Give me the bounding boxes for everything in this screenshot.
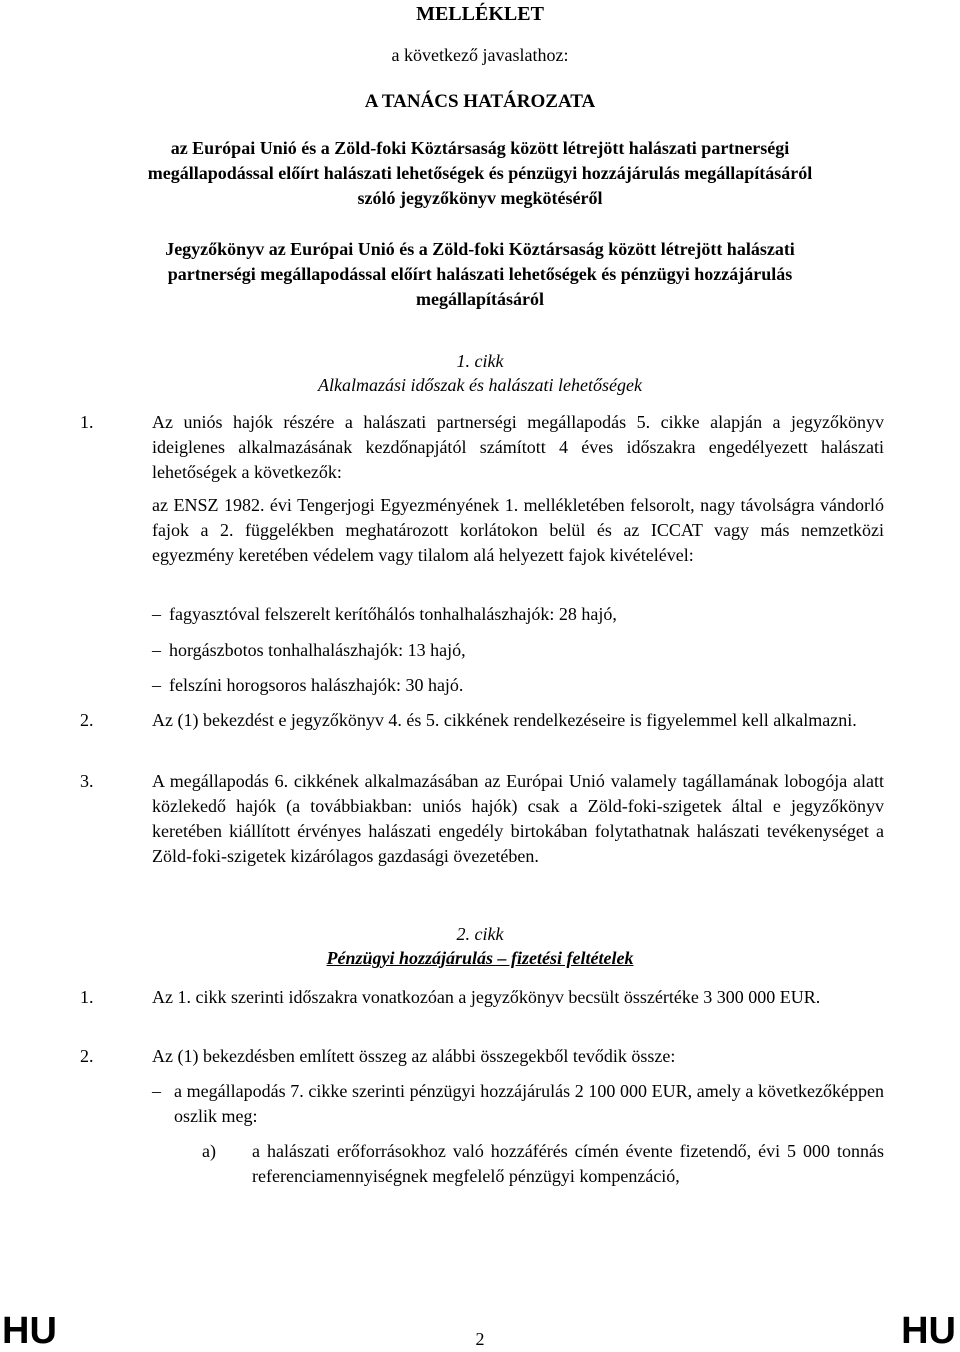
article-1-title: Alkalmazási időszak és halászati lehetőségek bbox=[318, 375, 642, 395]
article-1-paragraph-3-number: 3. bbox=[80, 771, 94, 791]
document-title: MELLÉKLET bbox=[416, 3, 544, 25]
sub-item-text: a halászati erőforrásokhoz való hozzáférés címén évente fizetendő, évi 5 000 tonnás referenciamennyiségnek megfelelő pénzügyi kompenzáció, bbox=[252, 1141, 884, 1186]
article-1-list-item-text: felszíni horogsoros halászhajók: 30 hajó. bbox=[169, 675, 464, 695]
decision-desc-line-2: megállapodással előírt halászati lehetőségek és pénzügyi hozzájárulás megállapításáról bbox=[147, 163, 813, 183]
article-1-paragraph-3: A megállapodás 6. cikkének alkalmazásában az Európai Unió valamely tagállamának lobogója alatt közlekedő hajók (a továbbiakban: uniós hajók) csak a Zöld-foki-szigetek által e jegyzőkönyv keretében kiállított érvényes halászati engedély birtokában folytathatnak halászati tevékenységet a Zöld-foki-szigetek kizárólagos gazdasági övezetében. bbox=[152, 771, 884, 866]
sub-item-label: a) bbox=[202, 1141, 216, 1161]
article-1-paragraph-1: Az uniós hajók részére a halászati partnerségi megállapodás 5. cikke alapján a jegyzőkönyv ideiglenes alkalmazásának kezdőnapjától számított 4 éves időszakra engedélyezett halászati lehetőségek a következők: bbox=[152, 412, 884, 482]
article-2-paragraph-1-number: 1. bbox=[80, 987, 94, 1007]
decision-title: A TANÁCS HATÁROZATA bbox=[364, 91, 596, 112]
dash-marker: – bbox=[152, 604, 161, 624]
article-1-list-item-text: fagyasztóval felszerelt kerítőhálós tonhalhalászhajók: 28 hajó, bbox=[169, 604, 617, 624]
article-1-paragraph-1-number: 1. bbox=[80, 412, 94, 432]
dash-marker: – bbox=[152, 1081, 161, 1101]
article-2-paragraph-2: Az (1) bekezdésben említett összeg az alábbi összegekből tevődik össze: bbox=[152, 1046, 676, 1066]
dash-marker: – bbox=[152, 640, 161, 660]
document-subtitle: a következő javaslathoz: bbox=[391, 45, 569, 65]
article-1-paragraph-1-sub: az ENSZ 1982. évi Tengerjogi Egyezményének 1. mellékletében felsorolt, nagy távolságra vándorló fajok a 2. függelékben meghatározott korlátokon belül és az ICCAT vagy más nemzetközi egyezmény keretében védelem vagy tilalom alá helyezett fajok kivételével: bbox=[152, 495, 884, 565]
protocol-title-line-3: megállapításáról bbox=[416, 289, 544, 309]
article-2-paragraph-1: Az 1. cikk szerinti időszakra vonatkozóan a jegyzőkönyv becsült összértéke 3 300 000 EUR. bbox=[152, 987, 821, 1007]
article-1-paragraph-2-number: 2. bbox=[80, 710, 94, 730]
decision-description bbox=[0, 136, 960, 211]
protocol-title-line-1: Jegyzőkönyv az Európai Unió és a Zöld-foki Köztársaság között létrejött halászati bbox=[165, 239, 795, 259]
decision-desc-line-1: az Európai Unió és a Zöld-foki Köztársaság között létrejött halászati partnerségi bbox=[170, 138, 790, 158]
article-1-list-item-text: horgászbotos tonhalhalászhajók: 13 hajó, bbox=[169, 640, 466, 660]
decision-desc-line-3: szóló jegyzőkönyv megkötéséről bbox=[357, 188, 603, 208]
protocol-title-line-2: partnerségi megállapodással előírt halászati lehetőségek és pénzügyi hozzájárulás bbox=[167, 264, 793, 284]
article-2-number: 2. cikk bbox=[456, 924, 504, 944]
article-1-paragraph-2: Az (1) bekezdést e jegyzőkönyv 4. és 5. cikkének rendelkezéseire is figyelemmel kell alkalmazni. bbox=[152, 710, 857, 730]
language-code-left: HU bbox=[2, 1310, 57, 1352]
dash-marker: – bbox=[152, 675, 161, 695]
article-2-title: Pénzügyi hozzájárulás – fizetési feltételek bbox=[326, 948, 634, 968]
article-2-dash-item-text: a megállapodás 7. cikke szerinti pénzügyi hozzájárulás 2 100 000 EUR, amely a következőképpen oszlik meg: bbox=[174, 1081, 884, 1126]
language-code-right: HU bbox=[901, 1310, 956, 1352]
protocol-title bbox=[0, 237, 960, 312]
page-number: 2 bbox=[475, 1329, 485, 1349]
article-2-paragraph-2-number: 2. bbox=[80, 1046, 94, 1066]
article-1-number: 1. cikk bbox=[456, 351, 504, 371]
